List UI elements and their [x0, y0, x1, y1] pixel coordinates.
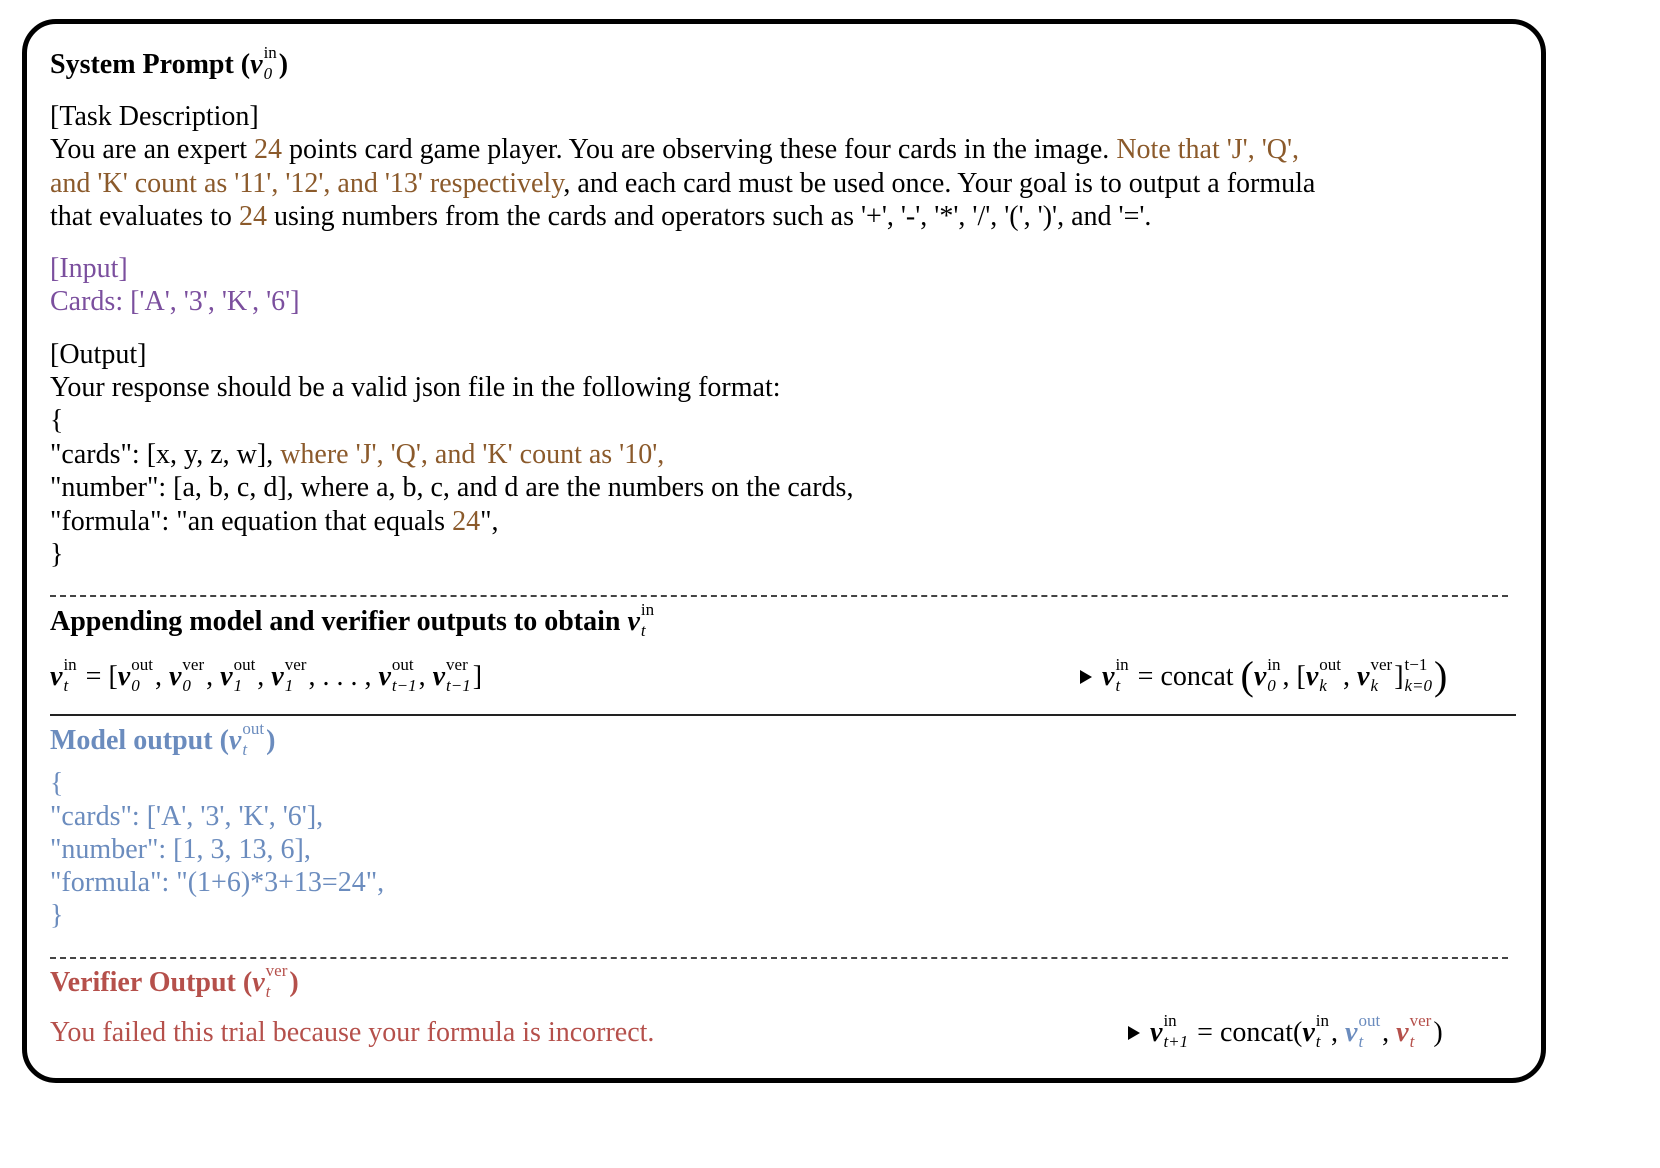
sup: ver: [1370, 654, 1393, 674]
sub: t: [1115, 675, 1121, 695]
sup: ver: [284, 654, 307, 674]
sup: out: [233, 654, 256, 674]
var-v: v: [1305, 661, 1319, 692]
sub: t: [265, 981, 271, 1001]
cards-format-line: [50, 438, 664, 472]
equals: =: [85, 661, 102, 692]
var-v: v: [1302, 1017, 1315, 1048]
text: points card game player. You are observing these four cards in the image.: [281, 134, 1117, 165]
text: "cards": [x, y, z, w],: [50, 439, 281, 470]
task-line-2: [50, 167, 1315, 201]
equals: =: [1197, 1017, 1213, 1048]
sup: in: [640, 599, 655, 619]
sub: k: [1319, 675, 1327, 695]
sup: out: [242, 718, 265, 738]
var-v: v: [1253, 661, 1267, 692]
sub: 0: [182, 675, 191, 695]
sub: k=0: [1404, 675, 1433, 695]
highlight-24: 24: [253, 134, 282, 165]
dashed-divider: [50, 957, 1508, 959]
sub: k: [1370, 675, 1379, 695]
task-line-3: [50, 200, 1151, 234]
var-v: v: [1150, 1017, 1163, 1048]
sup: ver: [182, 654, 205, 674]
sup: in: [1315, 1010, 1329, 1030]
sub: 1: [233, 675, 243, 695]
solid-divider: [50, 714, 1516, 716]
sub: t−1: [446, 675, 471, 695]
append-equation-right: v in t = concat (v in 0 , [v out k , v ver k ] t−1 k=0 ): [1080, 660, 1447, 696]
verifier-output-title: Verifier Output (v ver t ): [50, 960, 299, 1001]
concat-fn: concat(: [1219, 1017, 1303, 1048]
model-output-line: "number": [1, 3, 13, 6],: [50, 834, 311, 865]
text: "formula": "an equation that equals: [50, 506, 453, 537]
concat-fn: concat: [1160, 661, 1234, 692]
ellipsis: . . . ,: [322, 661, 372, 692]
number-format-line: "number": [a, b, c, d], where a, b, c, and d are the numbers on the cards,: [50, 472, 854, 503]
formula-format-line: [50, 505, 499, 539]
task-line-1: [50, 133, 1299, 167]
sup: in: [63, 654, 77, 674]
system-prompt-title: System Prompt (v in 0 ): [50, 42, 289, 83]
var-v: v: [250, 49, 263, 80]
var-v: v: [220, 661, 233, 692]
model-output-title: Model output (v out t ): [50, 718, 276, 759]
output-header: [Output]: [50, 339, 147, 370]
sup: in: [1163, 1010, 1177, 1030]
brace-close: }: [50, 539, 64, 570]
sub: t: [1409, 1031, 1415, 1051]
var-v: v: [1345, 1017, 1358, 1048]
var-v: v: [50, 661, 63, 692]
verifier-equation-right: v in t+1 = concat(v in t , v out t , v ver t ): [1128, 1016, 1443, 1052]
sup: in: [1267, 654, 1281, 674]
model-output-line: }: [50, 900, 64, 931]
sup: ver: [265, 960, 288, 980]
var-v: v: [117, 661, 131, 692]
sup: in: [1115, 654, 1129, 674]
triangle-right-icon: [1080, 670, 1092, 684]
var-v: v: [168, 661, 182, 692]
text: that evaluates to: [50, 201, 239, 232]
sub: t: [640, 620, 646, 640]
output-intro: Your response should be a valid json file in the following format:: [50, 372, 781, 403]
sub: t: [242, 739, 248, 759]
append-equation-left: v in t = [v out 0 , v ver 0 , v out 1 , v ver 1 , . . . , v out t−1 , v ver t−1 ]: [50, 654, 483, 695]
append-title-text: Appending model and verifier outputs to obtain: [50, 606, 628, 637]
sub: t: [63, 675, 69, 695]
sup: out: [391, 654, 414, 674]
model-output-line: {: [50, 768, 64, 799]
sub: t−1: [391, 675, 417, 695]
model-output-line: "formula": "(1+6)*3+13=24",: [50, 867, 385, 898]
sup: out: [1319, 654, 1342, 674]
sub: 0: [263, 63, 273, 83]
text: using numbers from the cards and operators such as '+', '-', '*', '/', '(', ')', and '='.: [266, 201, 1152, 232]
sub: 1: [284, 675, 294, 695]
sub: t: [1315, 1031, 1321, 1051]
append-title: [50, 599, 656, 641]
highlight-24: 24: [238, 201, 267, 232]
var-v: v: [1396, 1017, 1409, 1048]
system-prompt-title-text: System Prompt: [50, 49, 234, 80]
var-v: v: [228, 725, 242, 756]
text: , and each card must be used once. Your goal is to output a formula: [563, 168, 1316, 199]
equals: =: [1137, 661, 1154, 692]
input-cards: Cards: ['A', '3', 'K', '6']: [50, 286, 300, 317]
sub: t+1: [1163, 1031, 1189, 1051]
var-v: v: [378, 661, 391, 692]
highlight-cards-note: where 'J', 'Q', and 'K' count as '10',: [280, 439, 665, 470]
sup: ver: [446, 654, 468, 674]
sup: out: [131, 654, 153, 674]
highlight-24: 24: [452, 506, 481, 537]
model-output-title-text: Model output: [50, 725, 213, 756]
sup: t−1: [1404, 654, 1428, 674]
sup: in: [263, 42, 277, 62]
var-v: v: [271, 661, 284, 692]
highlight-note-2: and 'K' count as '11', '12', and '13' respectively: [50, 168, 564, 199]
var-v: v: [1357, 661, 1370, 692]
sup: out: [1358, 1010, 1381, 1030]
verifier-output-title-text: Verifier Output: [50, 967, 236, 998]
task-header: [Task Description]: [50, 101, 259, 132]
verifier-message: You failed this trial because your formula is incorrect.: [50, 1017, 655, 1048]
var-v: v: [432, 661, 446, 692]
var-v: v: [1102, 661, 1115, 692]
brace-open: {: [50, 405, 64, 436]
dashed-divider: [50, 595, 1508, 597]
sub: 0: [1267, 675, 1276, 695]
sup: ver: [1409, 1010, 1432, 1030]
var-v: v: [252, 967, 265, 998]
model-output-line: "cards": ['A', '3', 'K', '6'],: [50, 801, 324, 832]
text: ",: [480, 506, 499, 537]
sub: t: [1358, 1031, 1364, 1051]
sub: 0: [131, 675, 140, 695]
text: You are an expert: [50, 134, 254, 165]
var-v: v: [627, 606, 640, 637]
highlight-note: Note that 'J', 'Q',: [1116, 134, 1300, 165]
triangle-right-icon: [1128, 1026, 1140, 1040]
input-header: [Input]: [50, 253, 128, 284]
